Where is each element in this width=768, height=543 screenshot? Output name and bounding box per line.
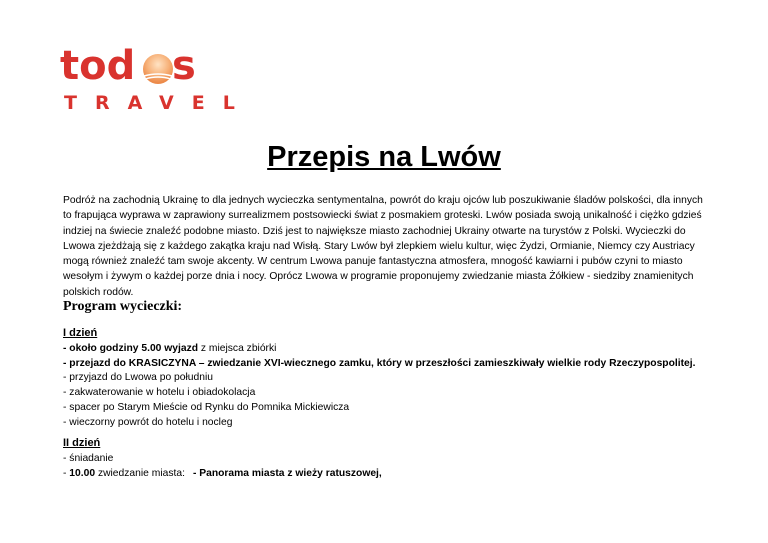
day2-heading: II dzień <box>63 437 101 449</box>
list-item: - przyjazd do Lwowa po południu <box>63 372 213 384</box>
day1-list <box>63 342 695 430</box>
day2-item2-sub: - Panorama miasta z wieży ratuszowej, <box>192 467 382 479</box>
day2-item2-rest: zwiedzanie miasta: <box>95 467 185 479</box>
logo-word-bottom: TRAVEL <box>64 92 253 114</box>
program-heading: Program wycieczki: <box>63 299 183 314</box>
day2-item2-time: 10.00 <box>69 467 96 479</box>
intro-paragraph: Podróż na zachodnią Ukrainę to dla jednych wycieczka sentymentalna, powrót do kraju ojców lub poszukiwanie śladów polskości, dla innych to frapująca wyprawa w zaprawiony surrealizmem postsowiecki świat z posmakiem groteski. Lwów posiada swoją unikalność i ciężko gdzieś indziej na świecie znaleźć podobne miasto. Dziś jest to największe miasto zachodniej Ukrainy otwarte na turystów z Polski. Wycieczki do Lwowa zjeżdżają się z każdego zakątka kraju nad Wisłą. Stary Lwów był zlepkiem wielu kultur, więc Żydzi, Ormianie, Niemcy czy Austriacy mogą również znaleźć tam swoje akcenty. W centrum Lwowa panuje fantastyczna atmosfera, mnogość kawiarni i pubów czyni to miasto wesołym i żywym o każdej porze dnia i nocy. Oprócz Lwowa w programie proponujemy zwiedzanie miasta Żółkiew - siedziby znamienitych polskich rodów. <box>63 195 703 298</box>
logo-sun-icon <box>140 52 176 86</box>
list-item: - wieczorny powrót do hotelu i nocleg <box>63 416 233 428</box>
logo-word-left: tod <box>60 43 136 89</box>
day2-list <box>63 452 382 481</box>
todos-travel-logo <box>60 43 253 118</box>
day1-item1-rest: z miejsca zbiórki <box>198 343 277 354</box>
day1-heading: I dzień <box>63 327 98 339</box>
list-item: - śniadanie <box>63 453 114 464</box>
list-item <box>63 467 382 482</box>
page-title: Przepis na Lwów <box>267 141 501 173</box>
list-item: - spacer po Starym Mieście od Rynku do Pomnika Mickiewicza <box>63 401 350 413</box>
day1-item1-bold: - około godziny 5.00 wyjazd <box>63 343 199 354</box>
list-item <box>63 342 695 357</box>
list-item: - zakwaterowanie w hotelu i obiadokolacja <box>63 387 256 399</box>
day1-item2: - przejazd do KRASICZYNA – zwiedzanie XVI-wiecznego zamku, który w przeszłości zamieszkiwały wielkie rody Rzeczypospolitej. <box>63 357 696 369</box>
logo-word-right: s <box>172 43 196 89</box>
list-item <box>63 357 695 372</box>
day2-item2-prefix: - <box>63 467 70 479</box>
